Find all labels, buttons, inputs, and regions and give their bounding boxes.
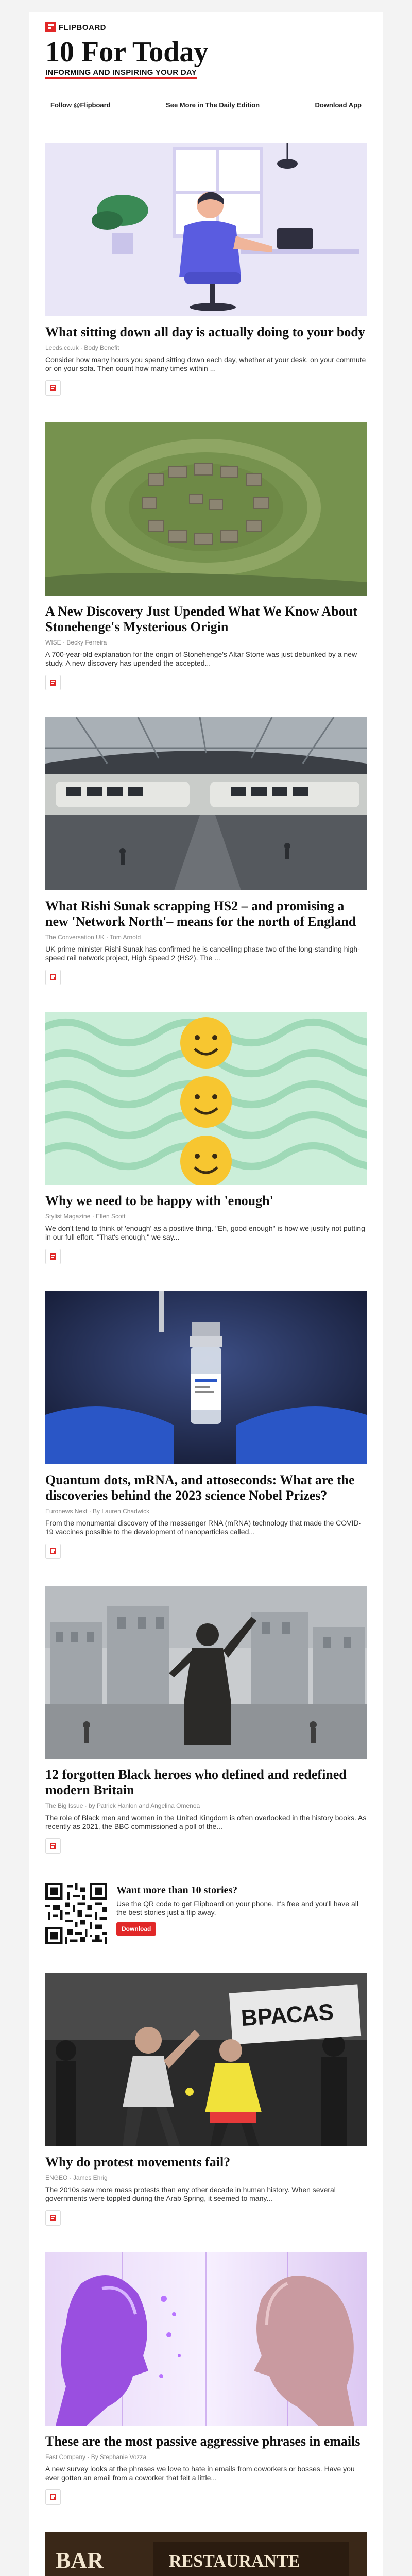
article-source: The Big Issue · by Patrick Hanlon and Angelina Omenoa bbox=[45, 1802, 200, 1809]
article-image-train-station[interactable] bbox=[45, 717, 367, 890]
flip-icon bbox=[50, 1843, 56, 1849]
article-description: The role of Black men and women in the United Kingdom is often overlooked in the history books. As recently as 2021, the BBC commissioned a poll of the... bbox=[45, 1814, 367, 1831]
article-description: A 700-year-old explanation for the origin of Stonehenge's Altar Stone was just debunked by a new study. A new discovery has upended the accepted... bbox=[45, 650, 357, 667]
promo-text bbox=[116, 1883, 367, 1944]
flip-icon bbox=[50, 680, 56, 686]
article-title[interactable]: Why we need to be happy with 'enough' bbox=[45, 1193, 273, 1208]
article-image-sitting[interactable] bbox=[45, 143, 367, 316]
flip-button[interactable] bbox=[45, 380, 61, 396]
see-more-button[interactable]: See More in The Daily Edition bbox=[166, 100, 260, 109]
article-description: The 2010s saw more mass protests than any other decade in human history. When several governments were toppled during the Arab Spring, it seemed to many... bbox=[45, 2185, 336, 2202]
promo-title: Want more than 10 stories? bbox=[116, 1885, 238, 1896]
article-title[interactable]: A New Discovery Just Upended What We Know About Stonehenge's Mysterious Origin bbox=[45, 604, 357, 634]
article-card bbox=[45, 690, 367, 985]
tagline: INFORMING AND INSPIRING YOUR DAY bbox=[45, 68, 197, 79]
article-image-faces[interactable] bbox=[45, 2252, 367, 2426]
flip-button[interactable] bbox=[45, 675, 61, 690]
flip-icon bbox=[50, 1548, 56, 1554]
flip-button[interactable] bbox=[45, 1249, 61, 1264]
article-source: Euronews Next · By Lauren Chadwick bbox=[45, 1507, 150, 1515]
article-image-vaccine-vial[interactable] bbox=[45, 1291, 367, 1464]
flip-button[interactable] bbox=[45, 2210, 61, 2226]
download-button[interactable]: Download bbox=[116, 1922, 156, 1936]
svg-text:RESTAURANTE: RESTAURANTE bbox=[169, 2552, 300, 2571]
article-source: The Conversation UK · Tom Arnold bbox=[45, 934, 141, 941]
flip-button[interactable] bbox=[45, 1838, 61, 1854]
email-container bbox=[29, 12, 383, 2576]
flip-button[interactable] bbox=[45, 970, 61, 985]
follow-button[interactable]: Follow @Flipboard bbox=[50, 100, 111, 109]
flip-button[interactable] bbox=[45, 2489, 61, 2505]
article-card bbox=[45, 2226, 367, 2505]
article-source: Fast Company · By Stephanie Vozza bbox=[45, 2453, 147, 2461]
article-description: Consider how many hours you spend sitting down each day, whether at your desk, on your commute or on your sofa. Then count how many times within ... bbox=[45, 355, 366, 372]
article-image-bar-staff[interactable] bbox=[45, 2532, 367, 2576]
header-nav bbox=[45, 93, 367, 116]
flip-icon bbox=[50, 2215, 56, 2221]
article-title[interactable]: What sitting down all day is actually doing to your body bbox=[45, 325, 365, 340]
article-image-statue[interactable] bbox=[45, 1586, 367, 1759]
flipboard-logo-icon bbox=[45, 22, 56, 32]
article-title[interactable]: 12 forgotten Black heroes who defined and redefined modern Britain bbox=[45, 1767, 347, 1798]
flip-button[interactable] bbox=[45, 1544, 61, 1559]
article-card bbox=[45, 985, 367, 1264]
article-title[interactable]: What Rishi Sunak scrapping HS2 – and promising a new 'Network North'– means for the north of England bbox=[45, 899, 356, 929]
flip-icon bbox=[50, 385, 56, 391]
article-card bbox=[45, 396, 367, 690]
article-title[interactable]: Why do protest movements fail? bbox=[45, 2155, 231, 2170]
brand-name: FLIPBOARD bbox=[59, 23, 106, 32]
article-title[interactable]: Quantum dots, mRNA, and attoseconds: What are the discoveries behind the 2023 science Nobel Prizes? bbox=[45, 1472, 355, 1503]
flip-icon bbox=[50, 974, 56, 980]
article-source: Leeds.co.uk · Body Benefit bbox=[45, 344, 119, 351]
flip-icon bbox=[50, 1253, 56, 1260]
flip-icon bbox=[50, 2494, 56, 2500]
article-source: WISE · Becky Ferreira bbox=[45, 639, 107, 646]
article-card bbox=[45, 1559, 367, 1854]
article-description: UK prime minister Rishi Sunak has confirmed he is cancelling phase two of the long-standing high-speed rail network project, High Speed 2 (HS2). The ... bbox=[45, 945, 360, 962]
article-card bbox=[45, 116, 367, 396]
qr-code-icon[interactable] bbox=[45, 1883, 107, 1944]
brand[interactable] bbox=[45, 22, 367, 33]
article-card bbox=[45, 1946, 367, 2226]
page-title: 10 For Today bbox=[45, 36, 209, 68]
article-description: From the monumental discovery of the messenger RNA (mRNA) technology that made the COVID-19 vaccines possible to the development of nanoparticles called... bbox=[45, 1519, 362, 1536]
article-source: Stylist Magazine · Ellen Scott bbox=[45, 1213, 126, 1220]
article-title[interactable]: These are the most passive aggressive phrases in emails bbox=[45, 2434, 360, 2449]
article-image-stonehenge[interactable] bbox=[45, 422, 367, 596]
promo-description: Use the QR code to get Flipboard on your phone. It's free and you'll have all the best stories just a flip away. bbox=[116, 1900, 358, 1917]
article-card bbox=[45, 1264, 367, 1559]
article-source: ENGEO · James Ehrig bbox=[45, 2174, 108, 2181]
download-app-button[interactable]: Download App bbox=[315, 100, 362, 109]
app-promo bbox=[45, 1880, 367, 1946]
article-description: We don't tend to think of 'enough' as a positive thing. "Eh, good enough" is how we justify not putting in our full effort. "That's enough," we say... bbox=[45, 1224, 365, 1241]
article-card bbox=[45, 2505, 367, 2576]
svg-text:ВРАСАS: ВРАСАS bbox=[240, 1999, 335, 2031]
svg-text:BAR: BAR bbox=[56, 2548, 104, 2573]
article-description: A new survey looks at the phrases we love to hate in emails from coworkers or bosses. Have you ever gotten an email from a coworker that felt a little... bbox=[45, 2465, 355, 2482]
article-image-smileys[interactable] bbox=[45, 1012, 367, 1185]
article-image-protest[interactable] bbox=[45, 1973, 367, 2146]
